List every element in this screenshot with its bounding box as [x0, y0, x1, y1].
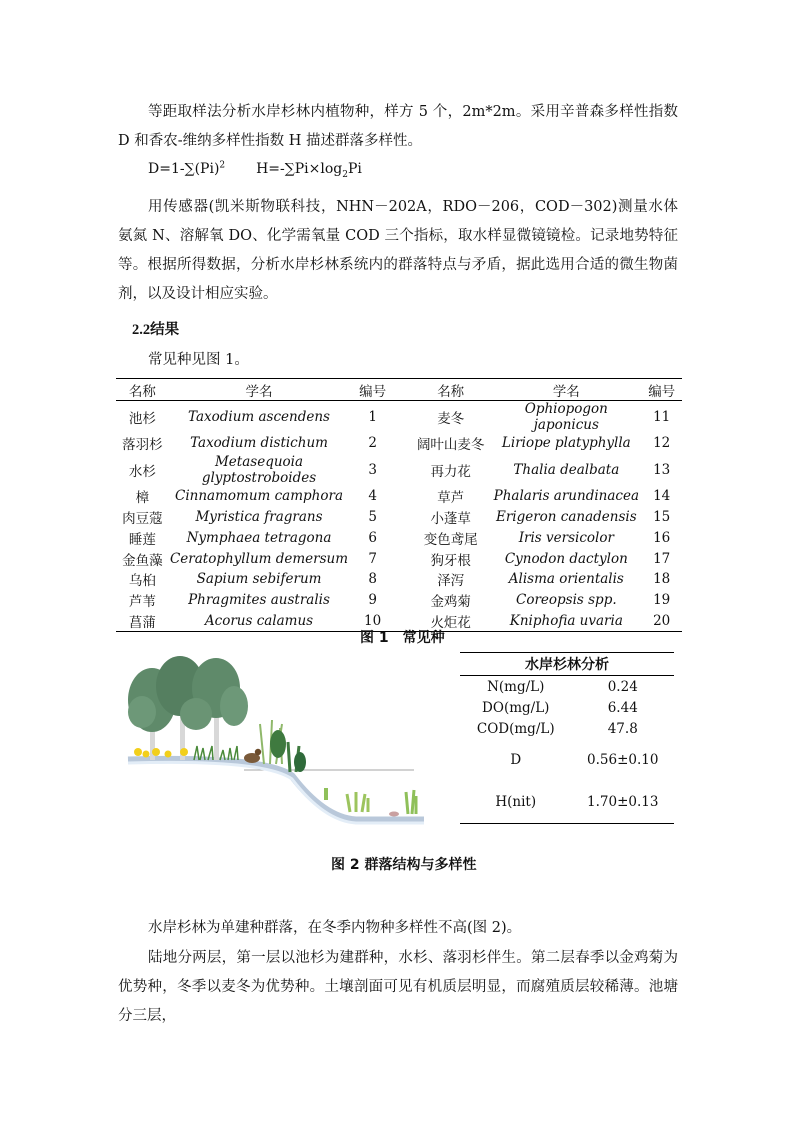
- scientific-name: Taxodium ascendens: [188, 409, 330, 425]
- common-name: 樟: [135, 490, 150, 507]
- species-number: 1: [368, 409, 377, 425]
- scientific-name: Sapium sebiferum: [196, 571, 322, 588]
- species-number: 19: [653, 592, 671, 609]
- scientific-name: Alisma orientalis: [508, 571, 624, 588]
- scientific-name: Erigeron canadensis: [495, 508, 637, 525]
- section-heading: 2.2结果: [132, 322, 180, 338]
- scientific-name: Nymphaea tetragona: [186, 529, 332, 546]
- scientific-name: Coreopsis spp.: [516, 592, 617, 609]
- scientific-name: Iris versicolor: [518, 529, 614, 546]
- species-row: [116, 569, 682, 590]
- community-structure-illustration: [124, 648, 424, 844]
- common-name: 泽泻: [437, 573, 465, 590]
- common-name: 落羽杉: [122, 437, 163, 454]
- species-number: 3: [368, 461, 377, 478]
- duck: [244, 749, 261, 763]
- common-name: 睡莲: [128, 531, 156, 548]
- species-number: 12: [653, 435, 671, 452]
- common-name: 金鱼藻: [122, 552, 163, 569]
- flower: [134, 748, 142, 756]
- common-name: 再力花: [430, 463, 471, 480]
- species-number: 16: [653, 529, 671, 546]
- common-name: 狗牙根: [430, 552, 471, 569]
- shrimp: [389, 812, 399, 817]
- common-name: 金鸡菊: [430, 594, 471, 611]
- species-row: [116, 590, 682, 611]
- species-row: [116, 527, 682, 548]
- discussion-paragraph-2: 陆地分两层，第一层以池杉为建群种，水杉、落羽杉伴生。第二层春季以金鸡菊为优势种，冬季以麦冬为优势种。土壤剖面可见有机质层明显，而腐殖质层较稀薄。池塘分三层，: [118, 950, 678, 1024]
- scientific-name: Ophiopogon japonicus: [524, 401, 608, 433]
- figure2-caption: 图 2 群落结构与多样性: [331, 857, 477, 873]
- common-name: 变色鸢尾: [423, 531, 478, 548]
- scientific-name: Metasequoia glyptostroboides: [201, 453, 317, 486]
- scientific-name: Phragmites australis: [188, 592, 330, 609]
- species-row: [116, 548, 682, 569]
- species-row: [116, 433, 682, 454]
- common-name: 肉豆蔻: [122, 510, 163, 527]
- species-number: 14: [653, 488, 671, 505]
- common-name: 麦冬: [437, 411, 465, 427]
- methods-paragraph-2: 用传感器(凯米斯物联科技，NHN－202A，RDO－206，COD－302)测量水体氨氮 N、溶解氧 DO、化学需氧量 COD 三个指标，取水样显微镜镜检。记录地势特征等。根据所得数据，分析水岸杉林系统内的群落特点与矛盾，据此选用合适的微生物菌剂，以及设计相应实验。: [118, 199, 678, 302]
- species-number: 15: [653, 508, 671, 525]
- species-number: 18: [653, 571, 671, 588]
- analysis-row: COD(mg/L) 47.8: [476, 720, 638, 737]
- species-row: [116, 507, 682, 528]
- tree-group: [128, 656, 248, 760]
- tree-canopy: [180, 698, 212, 730]
- analysis-row: DO(mg/L) 6.44: [482, 699, 638, 716]
- diversity-formulas: [148, 160, 362, 179]
- methods-paragraph-1: 等距取样法分析水岸杉林内植物种，样方 5 个，2m*2m。采用辛普森多样性指数 D 和香农-维纳多样性指数 H 描述群落多样性。: [118, 104, 678, 149]
- scientific-name: Liriope platyphylla: [501, 435, 631, 452]
- tree-canopy: [220, 686, 248, 726]
- scientific-name: Cinnamomum camphora: [175, 488, 343, 505]
- scientific-name: Myristica fragrans: [195, 508, 323, 525]
- analysis-row: D 0.56±0.10: [510, 752, 659, 768]
- species-number: 10: [349, 611, 396, 632]
- species-number: 4: [368, 488, 377, 505]
- shannon-formula: $H=-\sum Pi\times\log_2Pi$: [256, 160, 362, 180]
- scientific-name: Kniphofia uvaria: [491, 611, 641, 632]
- scientific-name: Acorus calamus: [169, 611, 350, 632]
- scientific-name: Ceratophyllum demersum: [169, 550, 349, 567]
- common-name: 菖蒲: [116, 611, 169, 632]
- common-name: 水杉: [128, 463, 156, 480]
- scientific-name: Phalaris arundinacea: [493, 488, 640, 505]
- species-number: 20: [641, 611, 682, 632]
- common-name: 芦苇: [128, 594, 156, 611]
- flower: [152, 748, 160, 756]
- common-name: 小蓬草: [430, 510, 471, 527]
- species-number: 7: [368, 550, 377, 567]
- scientific-name: Taxodium distichum: [190, 435, 328, 452]
- analysis-table: [460, 652, 674, 824]
- species-number: 17: [653, 550, 671, 567]
- species-row: [116, 454, 682, 486]
- species-row: [116, 401, 682, 434]
- common-name: 阔叶山麦冬: [416, 437, 485, 454]
- scientific-name: Cynodon dactylon: [504, 550, 628, 567]
- species-number: 2: [368, 435, 377, 452]
- analysis-row: N(mg/L) 0.24: [487, 678, 638, 695]
- common-name: 乌桕: [128, 573, 156, 590]
- species-table: [116, 378, 682, 632]
- flower: [143, 751, 150, 758]
- flower: [165, 751, 172, 758]
- submerged-plants: [326, 788, 416, 817]
- simpson-formula: $D=1-\sum(Pi)^2$: [148, 160, 226, 177]
- figure1-caption: 图 1 常见种: [360, 630, 445, 646]
- species-number: 8: [368, 571, 377, 588]
- common-name: 火炬花: [410, 611, 491, 632]
- analysis-row: H(nit) 1.70±0.13: [460, 781, 674, 824]
- species-number: 5: [368, 508, 377, 525]
- species-number: 6: [368, 529, 377, 546]
- common-name: 草芦: [437, 490, 465, 507]
- species-number: 9: [368, 592, 377, 609]
- species-number: 13: [653, 461, 671, 478]
- scientific-name: Thalia dealbata: [513, 461, 620, 478]
- common-name: 池杉: [128, 411, 156, 427]
- flower: [180, 748, 188, 756]
- species-table-header: 名称 学名 编号 名称 学名 编号: [116, 379, 682, 401]
- figure1-reference: 常见种见图 1。: [148, 352, 249, 368]
- analysis-table-title: 水岸杉林分析: [460, 653, 674, 676]
- species-number: 11: [653, 409, 671, 425]
- species-row: [116, 486, 682, 507]
- discussion-paragraph-1: 水岸杉林为单建种群落，在冬季内物种多样性不高(图 2)。: [148, 920, 522, 936]
- tree-canopy: [128, 696, 156, 728]
